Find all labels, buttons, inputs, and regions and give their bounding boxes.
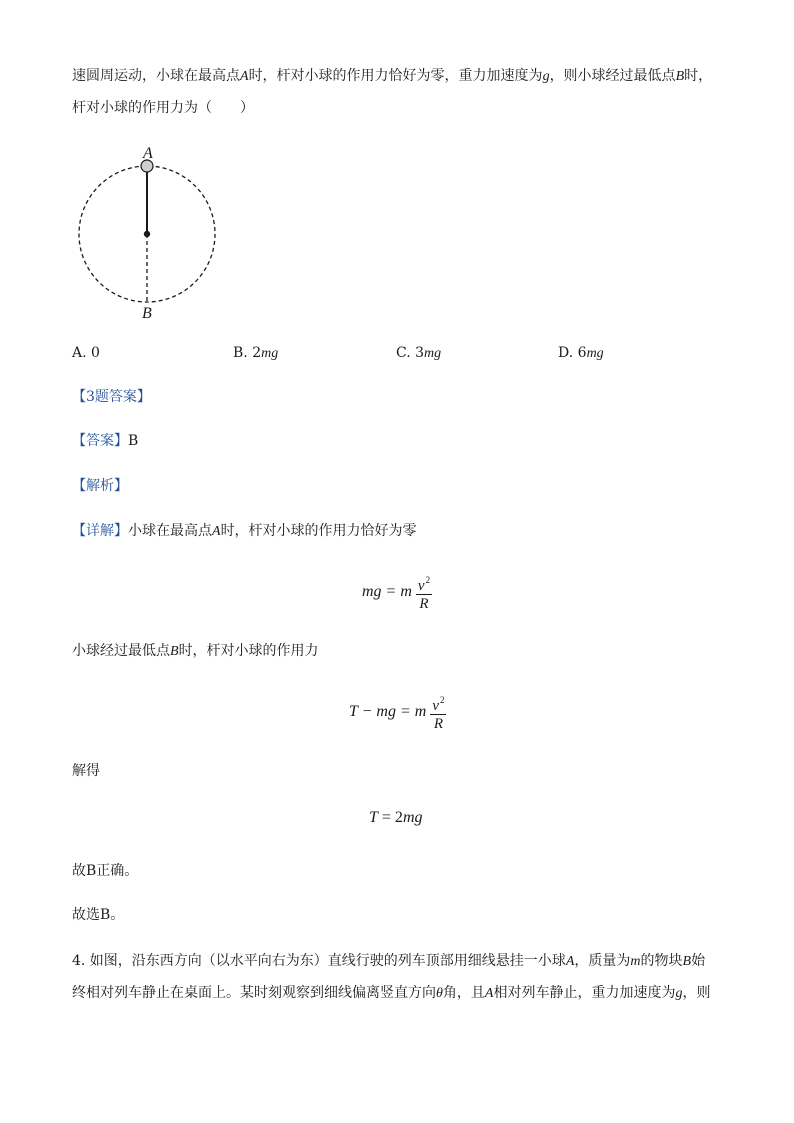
label-top: A bbox=[143, 145, 153, 162]
answer-label: 【答案】 bbox=[72, 433, 128, 449]
question-4-line-1: 4. 如图，沿东西方向（以水平向右为东）直线行驶的列车顶部用细线悬挂一小球A，质量为m的物块B始 bbox=[72, 953, 706, 969]
choice-d[interactable]: D. 6mg bbox=[558, 345, 604, 361]
text-lowest-point: 小球经过最低点B时，杆对小球的作用力 bbox=[72, 643, 319, 659]
answer-line bbox=[72, 431, 138, 451]
final-choice: 故选B。 bbox=[72, 907, 125, 923]
question-3-line-1: 速圆周运动，小球在最高点A时，杆对小球的作用力恰好为零，重力加速度为g，则小球经过最低点B时， bbox=[72, 68, 713, 84]
analysis-label: 【解析】 bbox=[72, 478, 128, 494]
fraction-v2-over-r: $\frac{v^2}{R}$ bbox=[430, 692, 446, 733]
equation-1: mg = m $\frac{v^2}{R}$ bbox=[362, 572, 432, 613]
equation-2: T − mg = m $\frac{v^2}{R}$ bbox=[349, 692, 446, 733]
center-pivot-dot bbox=[144, 231, 150, 237]
question-3-line-2: 杆对小球的作用力为（ ） bbox=[72, 100, 254, 116]
detail-line: 【详解】小球在最高点A时，杆对小球的作用力恰好为零 bbox=[72, 523, 417, 539]
fraction-v2-over-r: $\frac{v^2}{R}$ bbox=[416, 572, 432, 613]
solve-label: 解得 bbox=[72, 763, 100, 779]
answer-heading: 【3题答案】 bbox=[72, 389, 151, 405]
detail-label: 【详解】 bbox=[72, 523, 128, 539]
answer-value: B bbox=[128, 433, 139, 449]
choice-b[interactable]: B. 2mg bbox=[233, 345, 279, 361]
question-4-line-2: 终相对列车静止在桌面上。某时刻观察到细线偏离竖直方向θ角，且A相对列车静止，重力加速度为g，则 bbox=[72, 985, 711, 1001]
circular-motion-figure bbox=[70, 140, 230, 325]
choice-a[interactable]: A. 0 bbox=[72, 345, 100, 361]
choice-c[interactable]: C. 3mg bbox=[396, 345, 442, 361]
equation-3: T = 2mg bbox=[369, 809, 423, 826]
label-bottom: B bbox=[142, 305, 152, 322]
conclusion: 故B正确。 bbox=[72, 863, 139, 879]
